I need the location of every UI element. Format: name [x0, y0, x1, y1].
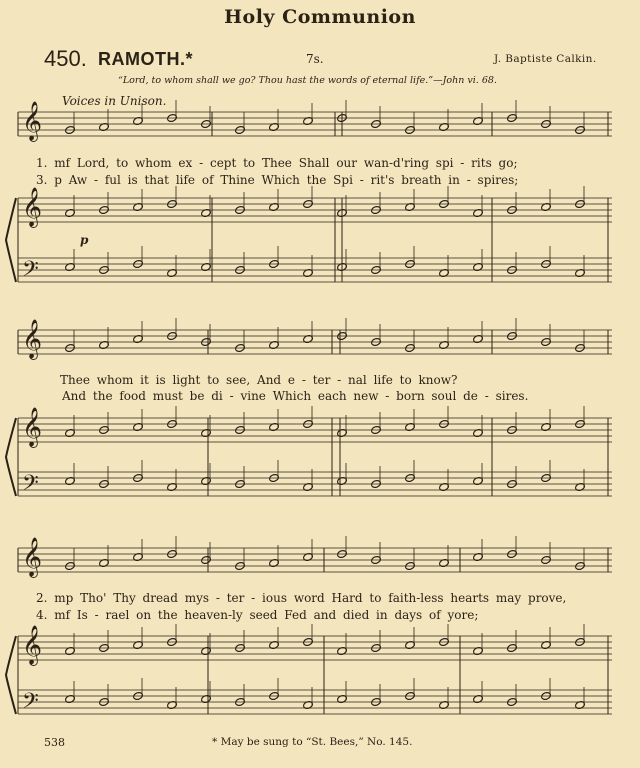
hymn-composer: J. Baptiste Calkin. [494, 53, 597, 65]
system2-lyric-line2: And the food must be di - vine Which each new - born soul de - sires. [62, 389, 529, 403]
system2-treble-clef-icon: 𝄞 [22, 407, 43, 447]
system2-bass-clef-icon: 𝄢 [22, 471, 39, 501]
system1-lyric-line2: 3. p Aw - ful is that life of Thine Which the Spi - rit's breath in - spires; [36, 173, 519, 187]
system1-dynamic-mark: p [80, 233, 89, 247]
system3-brace [6, 636, 16, 714]
system2-melody-treble-clef-icon: 𝄞 [22, 319, 43, 359]
system3-lyric-line2: 4. mf Is - rael on the heaven-ly seed Fed and died in days of yore; [36, 608, 479, 622]
system1-treble-clef-icon: 𝄞 [22, 187, 43, 227]
system2-lyric-line1: Thee whom it is light to see, And e - ter - nal life to know? [60, 373, 458, 387]
scripture-quote: “Lord, to whom shall we go? Thou hast the words of eternal life.”—John vi. 68. [118, 75, 497, 86]
page-number: 538 [44, 736, 65, 749]
system3-treble-clef-icon: 𝄞 [22, 625, 43, 665]
system1-melody-treble-clef-icon: 𝄞 [22, 101, 43, 141]
system1-bass-clef-icon: 𝄢 [22, 257, 39, 287]
performance-direction: Voices in Unison. [62, 94, 167, 108]
page-title: Holy Communion [224, 6, 416, 28]
system3-bass-clef-icon: 𝄢 [22, 689, 39, 719]
hymn-tune-name: RAMOTH.* [98, 49, 193, 69]
system1-lyric-line1: 1. mf Lord, to whom ex - cept to Thee Shall our wan-d'ring spi - rits go; [36, 156, 518, 170]
hymn-number: 450. [44, 46, 87, 71]
system1-brace [6, 198, 16, 282]
hymn-meter: 7s. [306, 52, 324, 66]
system3-melody-treble-clef-icon: 𝄞 [22, 537, 43, 577]
system3-lyric-line1: 2. mp Tho' Thy dread mys - ter - ious word Hard to faith-less hearts may prove, [36, 591, 567, 605]
system2-brace [6, 418, 16, 496]
footnote: * May be sung to “St. Bees,” No. 145. [212, 736, 413, 748]
